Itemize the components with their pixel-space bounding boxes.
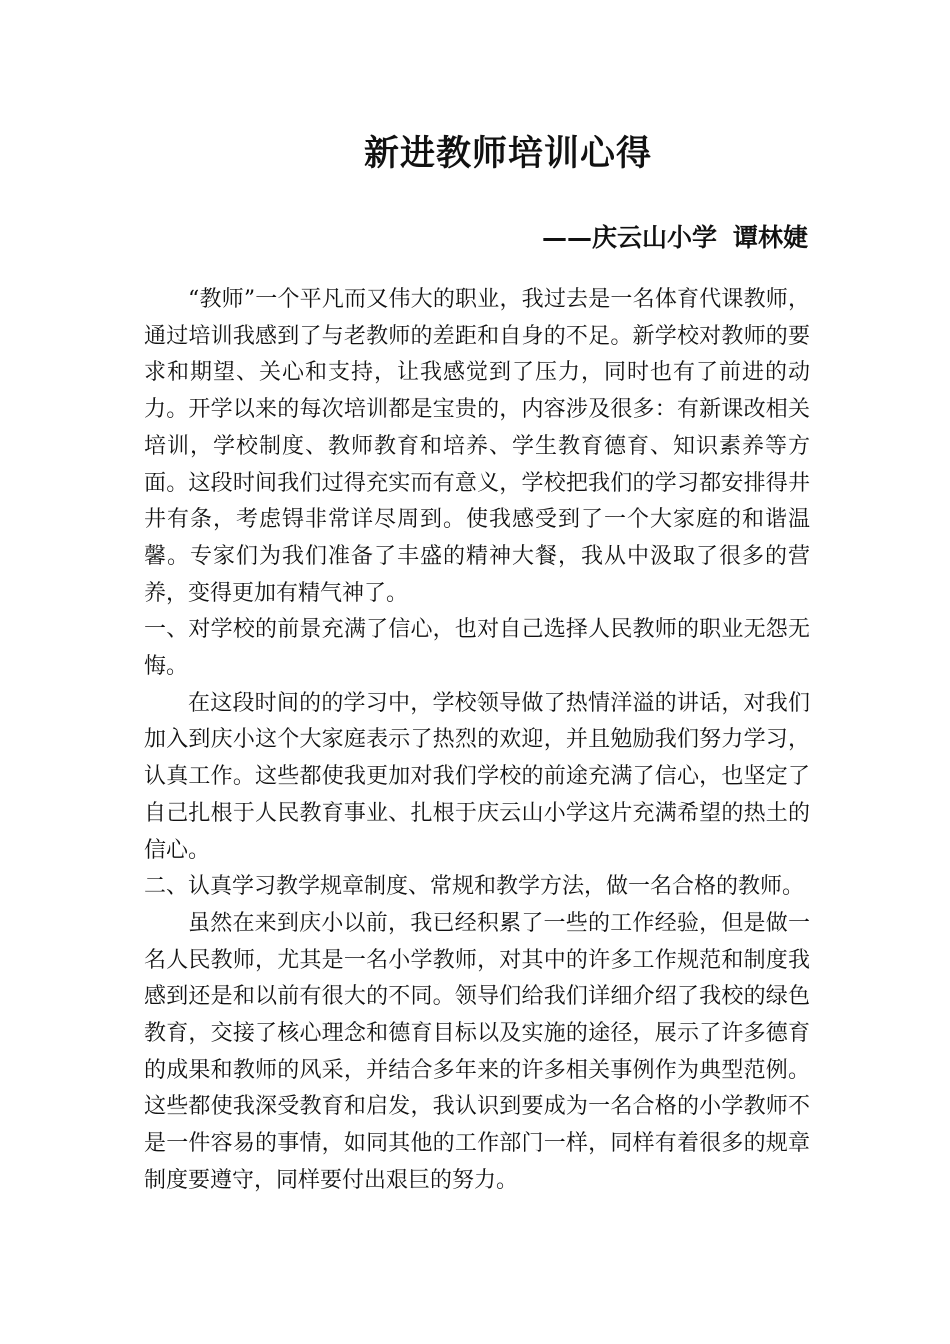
body-paragraph: 在这段时间的的学习中，学校领导做了热情洋溢的讲话，对我们加入到庆小这个大家庭表示了热烈的欢迎，并且勉励我们努力学习，认真工作。这些都使我更加对我们学校的前途充满了信心，也坚定了自己扎根于人民教育事业、扎根于庆云山小学这片充满希望的热土的信心。 xyxy=(144,690,810,863)
document-body xyxy=(144,282,810,1200)
document-title: 新进教师培训心得 xyxy=(363,133,652,174)
byline-school: ——庆云山小学 xyxy=(541,223,717,252)
body-paragraph: 虽然在来到庆小以前，我已经积累了一些的工作经验，但是做一名人民教师，尤其是一名小学教师，对其中的许多工作规范和制度我感到还是和以前有很大的不同。领导们给我们详细介绍了我校的绿色教育，交接了核心理念和德育目标以及实施的途径，展示了许多德育的成果和教师的风采，并结合多年来的许多相关事例作为典型范例。这些都使我深受教育和启发，我认识到要成为一名合格的小学教师不是一件容易的事情，如同其他的工作部门一样，同样有着很多的规章制度要遵守，同样要付出艰巨的努力。 xyxy=(144,910,810,1193)
body-paragraph: “教师”一个平凡而又伟大的职业，我过去是一名体育代课教师，通过培训我感到了与老教师的差距和自身的不足。新学校对教师的要求和期望、关心和支持，让我感觉到了压力，同时也有了前进的动力。开学以来的每次培训都是宝贵的，内容涉及很多：有新课改相关培训，学校制度、教师教育和培养、学生教育德育、知识素养等方面。这段时间我们过得充实而有意义，学校把我们的学习都安排得井井有条，考虑锝非常详尽周到。使我感受到了一个大家庭的和谐温馨。专家们为我们准备了丰盛的精神大餐，我从中汲取了很多的营养，变得更加有精气神了。 xyxy=(144,287,810,606)
byline xyxy=(542,218,808,254)
section-heading: 二、认真学习教学规章制度、常规和教学方法，做一名合格的教师。 xyxy=(144,874,805,900)
byline-author: 谭林婕 xyxy=(732,223,808,252)
section-heading: 一、对学校的前景充满了信心，也对自己选择人民教师的职业无怨无悔。 xyxy=(144,617,810,680)
